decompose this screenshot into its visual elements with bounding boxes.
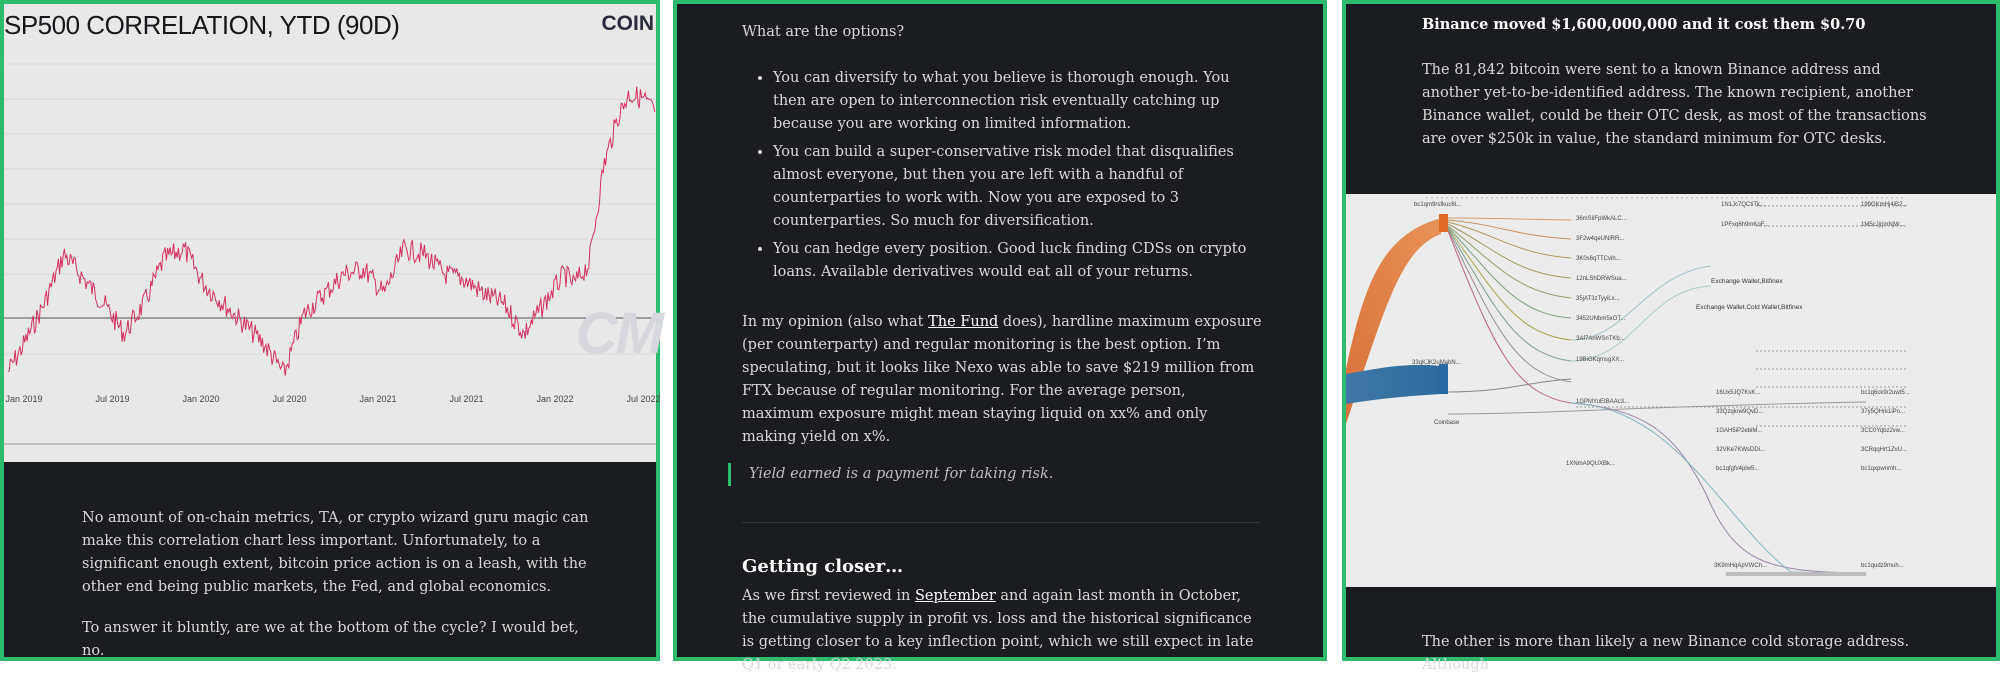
flow-node-label: 33Qzqkrw9QvD... xyxy=(1716,409,1764,415)
flow-node-label: 1XNmA9QUXBk... xyxy=(1566,461,1616,467)
source-node-blue xyxy=(1439,364,1448,394)
options-question: What are the options? xyxy=(742,24,905,40)
flow-node-label: 1M5cJjrjmNjW... xyxy=(1861,222,1905,228)
chart-watermark: CM xyxy=(575,301,662,366)
flow-node-label: bc1qfgfv4plw5... xyxy=(1716,466,1760,472)
correlation-chart xyxy=(4,4,662,462)
x-tick-label: Jan 2022 xyxy=(536,394,574,404)
flow-node-label: 3CRqqHrt1ZvU... xyxy=(1861,447,1908,453)
x-tick-label: Jul 2020 xyxy=(272,394,307,404)
x-tick-label: Jul 2019 xyxy=(95,394,130,404)
flow-node-label: 3CC0Yqbz2vw... xyxy=(1861,428,1905,434)
x-tick-label: Jan 2019 xyxy=(5,394,43,404)
exchange-label: Exchange Wallet,Bitfinex xyxy=(1711,278,1783,285)
flow-node-label: bc1qxpwnmh... xyxy=(1861,466,1902,472)
opinion-paragraph: In my opinion (also what The Fund does), hardline maximum exposure (per counterparty) and regular monitoring is the best option. I’m speculating, but it looks like Nexo was able to save $219 million from FTX because of regular monitoring. For the average person, maximum exposure might mean staying liquid on xx% and only making yield on x%. xyxy=(742,314,1262,445)
binance-paragraph: The 81,842 bitcoin were sent to a known Binance address and another yet-to-be-identified address. The known recipient, another Binance wallet, could be their OTC desk, as most of the transactions are over $250k in value, the standard minimum for OTC desks. xyxy=(1422,62,1927,147)
flow-node-label: 3K0s6qTTCvih... xyxy=(1576,256,1621,262)
flow-node-label: 1GPMYuEtBAAc3... xyxy=(1576,399,1630,405)
flow-link xyxy=(1448,224,1571,278)
x-tick-label: Jul 2022 xyxy=(626,394,661,404)
flow-link xyxy=(1448,226,1571,298)
flow-node-label: 16Ux5JQ7KsK... xyxy=(1716,390,1761,396)
pull-quote: Yield earned is a payment for taking risk. xyxy=(728,463,1289,486)
section-heading: Getting closer… xyxy=(742,556,904,577)
flow-node-label: 1N1Jc7QCtiTk... xyxy=(1721,202,1766,208)
flow-node-label: 1GAH5iP2ebiM... xyxy=(1716,428,1763,434)
flow-link xyxy=(1448,230,1571,382)
flow-node-label: bc1qm9rsfkuc6l... xyxy=(1414,202,1462,208)
flow-node-label: 3K9mHqApVWCh... xyxy=(1714,563,1768,569)
flow-link xyxy=(1448,218,1571,220)
flow-bottom-bar xyxy=(1726,572,1866,576)
flow-node-label: 3Af7AnWSnTKb... xyxy=(1576,336,1625,342)
flow-node-label: 199GKmHj4iB2... xyxy=(1861,202,1908,208)
options-list xyxy=(742,67,1262,289)
flow-node-label: 33qKJK2uMabN... xyxy=(1412,360,1461,366)
binance-panel xyxy=(1342,0,2000,673)
x-tick-label: Jul 2021 xyxy=(449,394,484,404)
flow-link xyxy=(1448,220,1571,239)
closer-paragraph: As we first reviewed in September and again last month in October, the cumulative supply in profit vs. loss and the historical significance is getting closer to a key inflection point, which we still expect in late Q1 or early Q2 2023. xyxy=(742,588,1254,673)
correlation-text xyxy=(82,507,602,681)
flow-node-label: 37y5QHrk1iPo... xyxy=(1861,409,1906,415)
flow-node-label: 3F2w4qeUNiRR... xyxy=(1576,236,1625,242)
flow-node-label: Coinbase xyxy=(1434,420,1460,426)
list-item: • You can build a super-conservative risk model that disqualifies almost everyone, but then you are left with a handful of counterparties to work with. Now you are exposed to 3 counterparties. So much for diversification. xyxy=(773,141,1262,233)
flow-link xyxy=(1448,402,1866,414)
flow-node-label: 1PFxq6h9mKoF... xyxy=(1721,222,1769,228)
source-node-orange xyxy=(1439,214,1448,232)
transaction-flow-diagram xyxy=(1346,194,1996,587)
flow-node-label: 35jAT3zTyyiLx... xyxy=(1576,296,1620,302)
x-tick-label: Jan 2020 xyxy=(182,394,220,404)
flow-link xyxy=(1448,222,1571,258)
flow-node-label: 36mSiiFpWkALC... xyxy=(1576,216,1627,222)
flow-node-label: bc1qudz9muh... xyxy=(1861,563,1904,569)
x-tick-label: Jan 2021 xyxy=(359,394,397,404)
flow-node-label: 19BiGKqmsgXX... xyxy=(1576,357,1625,363)
flow-node-label: 32VKe7KWsDDi... xyxy=(1716,447,1766,453)
flow-node-label: bc1q6ck9r2uwt5... xyxy=(1861,390,1910,396)
section-divider xyxy=(742,522,1260,523)
binance-headline: Binance moved $1,600,000,000 and it cost them $0.70 xyxy=(1422,16,1866,33)
flow-link xyxy=(1448,379,1571,392)
paragraph: To answer it bluntly, are we at the bottom of the cycle? I would bet, no. xyxy=(82,620,579,659)
flow-node-label: 12nLShDRWSua... xyxy=(1576,276,1627,282)
flow-link xyxy=(1448,228,1571,340)
chart-title: SP500 CORRELATION, YTD (90D) xyxy=(4,10,400,40)
september-link[interactable]: September xyxy=(915,588,996,604)
options-panel xyxy=(673,0,1327,673)
binance-bottom-text: The other is more than likely a new Binance cold storage address. Although xyxy=(1422,634,1910,673)
flow-node-label: 3452UNbm5xOT... xyxy=(1576,316,1626,322)
the-fund-link[interactable]: The Fund xyxy=(928,314,999,330)
chart-logo: COIN xyxy=(601,12,654,35)
correlation-line xyxy=(8,87,655,376)
list-item: • You can diversify to what you believe is thorough enough. You then are open to interconnection risk eventually catching up because you are working on limited information. xyxy=(773,67,1262,136)
exchange-label: Exchange Wallet,Cold Wallet,Bitfinex xyxy=(1696,304,1803,311)
chart-canvas xyxy=(4,4,661,462)
paragraph: No amount of on-chain metrics, TA, or crypto wizard guru magic can make this correlation chart less important. Unfortunately, to a significant enough extent, bitcoin price action is on a leash, with the other end being public markets, the Fed, and global economics. xyxy=(82,510,589,595)
correlation-panel xyxy=(0,0,660,661)
list-item: • You can hedge every position. Good luck finding CDSs on crypto loans. Available derivatives would eat all of your returns. xyxy=(773,238,1262,284)
